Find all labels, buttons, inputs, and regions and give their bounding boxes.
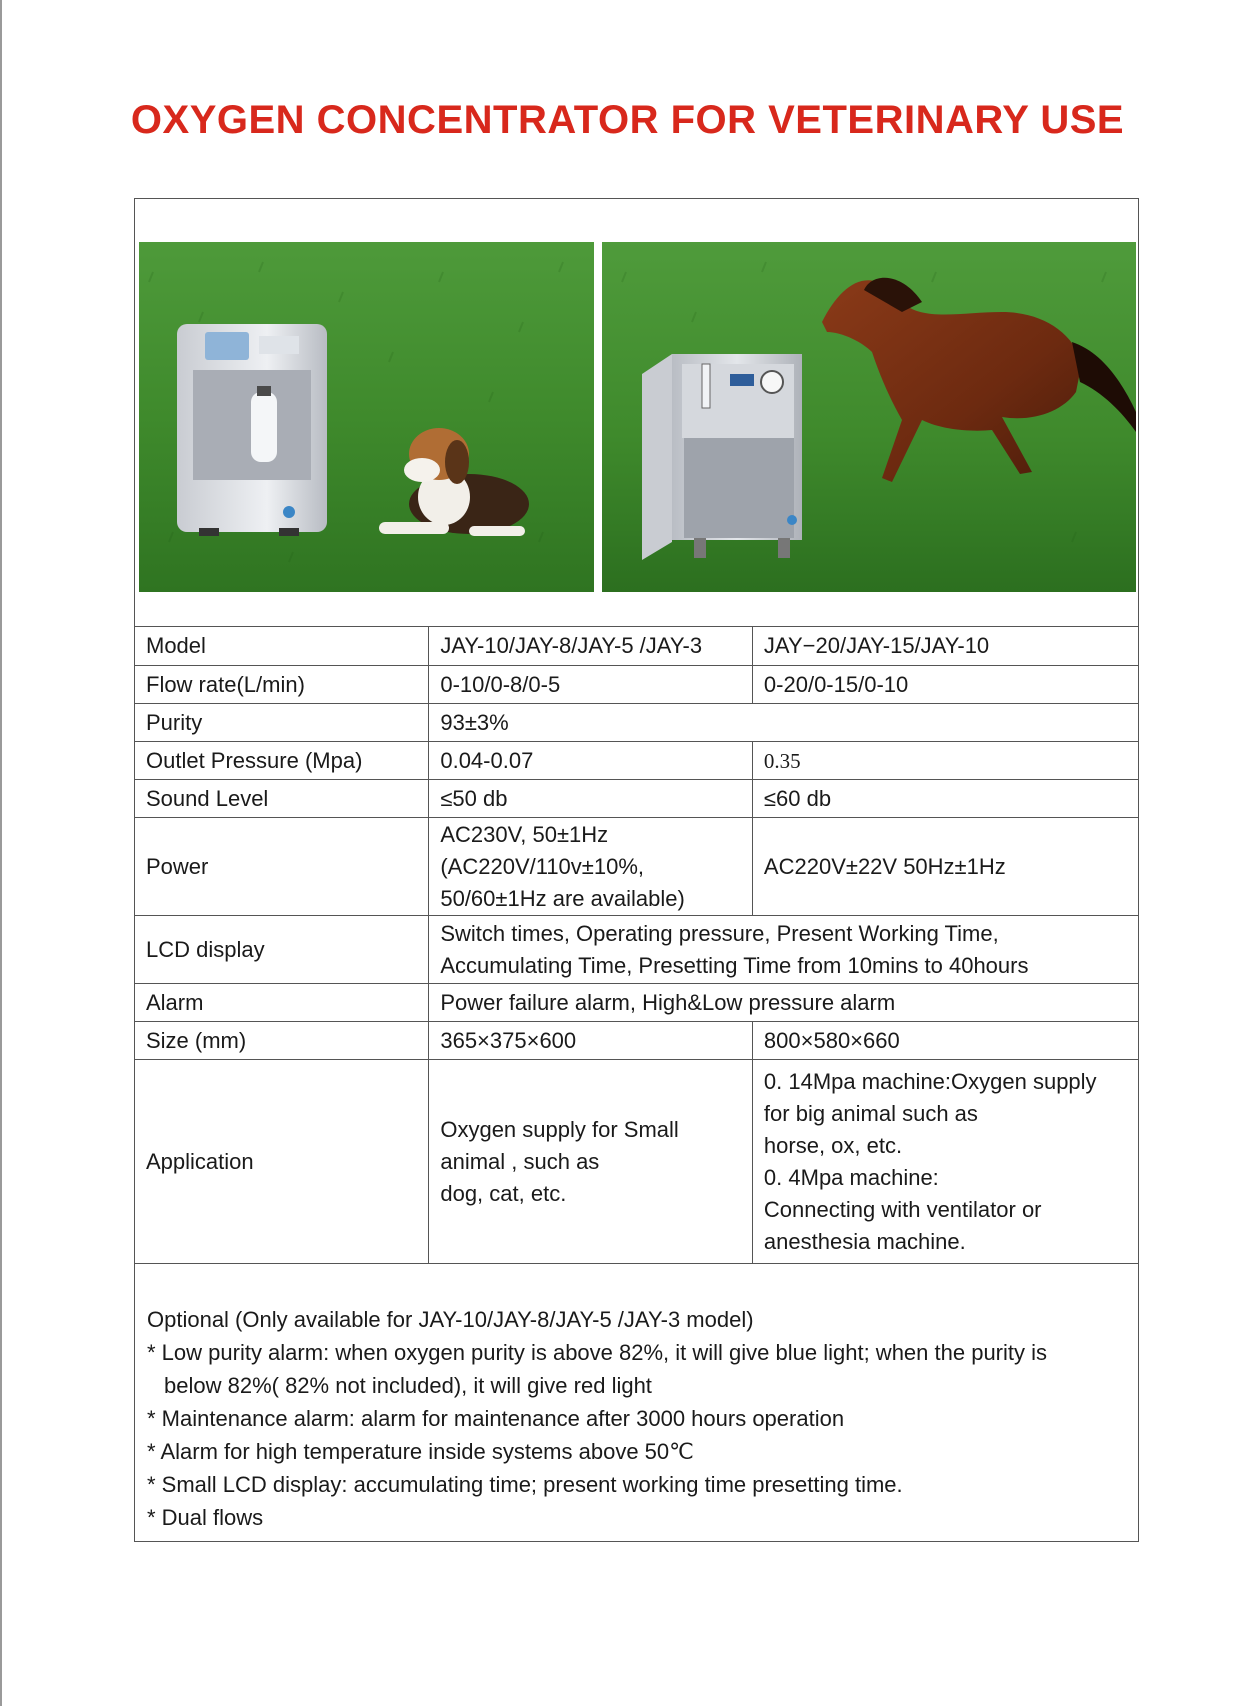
row-label: Model [135,627,429,666]
table-row-size [135,1022,1139,1060]
table-row-outlet-pressure [135,742,1139,780]
row-label: Power [135,818,429,916]
text-line: Connecting with ventilator or [763,1196,1042,1222]
concentrator-horse-photo [602,242,1136,592]
cell-value [429,916,1139,984]
table-row-power [135,818,1139,916]
cell-value: 0.04-0.07 [429,742,753,780]
spec-sheet [134,198,1139,1542]
table-row-application [135,1060,1139,1264]
text-line: animal , such as [440,1148,600,1174]
list-item: * Alarm for high temperature inside systems above 50℃ [147,1439,694,1464]
cell-value: 365×375×600 [429,1022,753,1060]
text-line: horse, ox, etc. [763,1132,903,1158]
list-item: * Maintenance alarm: alarm for maintenance after 3000 hours operation [147,1406,845,1431]
optional-heading: Optional (Only available for JAY-10/JAY-8/JAY-5 /JAY-3 model) [147,1307,754,1332]
cell-value: ≤50 db [429,780,753,818]
table-row-flow-rate [135,666,1139,704]
cell-value: JAY-10/JAY-8/JAY-5 /JAY-3 [429,627,753,666]
row-label: Size (mm) [135,1022,429,1060]
table-row-model [135,627,1139,666]
cell-value: 0.35 [752,742,1138,780]
table-row-purity [135,704,1139,742]
spec-table [134,626,1139,1264]
concentrator-dog-photo [139,242,594,592]
list-item: * Small LCD display: accumulating time; present working time presetting time. [147,1472,903,1497]
cell-value [752,1060,1138,1264]
text-line: 50/60±1Hz are available) [440,885,685,911]
cell-value: 93±3% [429,704,1139,742]
text-line: (AC220V/110v±10%, [440,853,645,879]
cell-value: 0-10/0-8/0-5 [429,666,753,704]
row-label: Alarm [135,984,429,1022]
text-line: 0. 4Mpa machine: [763,1164,939,1190]
cell-value [429,1060,753,1264]
row-label: Purity [135,704,429,742]
row-label: Sound Level [135,780,429,818]
page-title: OXYGEN CONCENTRATOR FOR VETERINARY USE [130,98,1125,142]
row-label: Outlet Pressure (Mpa) [135,742,429,780]
table-row-sound-level [135,780,1139,818]
row-label: Application [135,1060,429,1264]
list-item: * Dual flows [147,1505,264,1530]
row-label: LCD display [135,916,429,984]
cell-value: ≤60 db [752,780,1138,818]
table-row-alarm [135,984,1139,1022]
list-item: * Low purity alarm: when oxygen purity is above 82%, it will give blue light; when the purity is [147,1340,1048,1365]
text-line: anesthesia machine. [763,1228,966,1254]
text-line: Oxygen supply for Small [440,1116,679,1142]
cell-value: JAY−20/JAY-15/JAY-10 [752,627,1138,666]
list-item-continuation: below 82%( 82% not included), it will give red light [164,1373,652,1398]
cell-value [429,818,753,916]
cell-value: AC220V±22V 50Hz±1Hz [752,818,1138,916]
table-row-lcd-display [135,916,1139,984]
optional-features [147,1303,1127,1534]
row-label: Flow rate(L/min) [135,666,429,704]
text-line: AC230V, 50±1Hz [440,821,609,847]
page-edge [0,0,2,1706]
cell-value: Power failure alarm, High&Low pressure alarm [429,984,1139,1022]
cell-value: 0-20/0-15/0-10 [752,666,1138,704]
text-line: dog, cat, etc. [440,1180,567,1206]
text-line: 0. 14Mpa machine:Oxygen supply [763,1068,1097,1094]
text-line: Accumulating Time, Presetting Time from 10mins to 40hours [440,952,1029,978]
cell-value: 800×580×660 [752,1022,1138,1060]
text-line: for big animal such as [763,1100,978,1126]
text-line: Switch times, Operating pressure, Present Working Time, [440,920,999,946]
